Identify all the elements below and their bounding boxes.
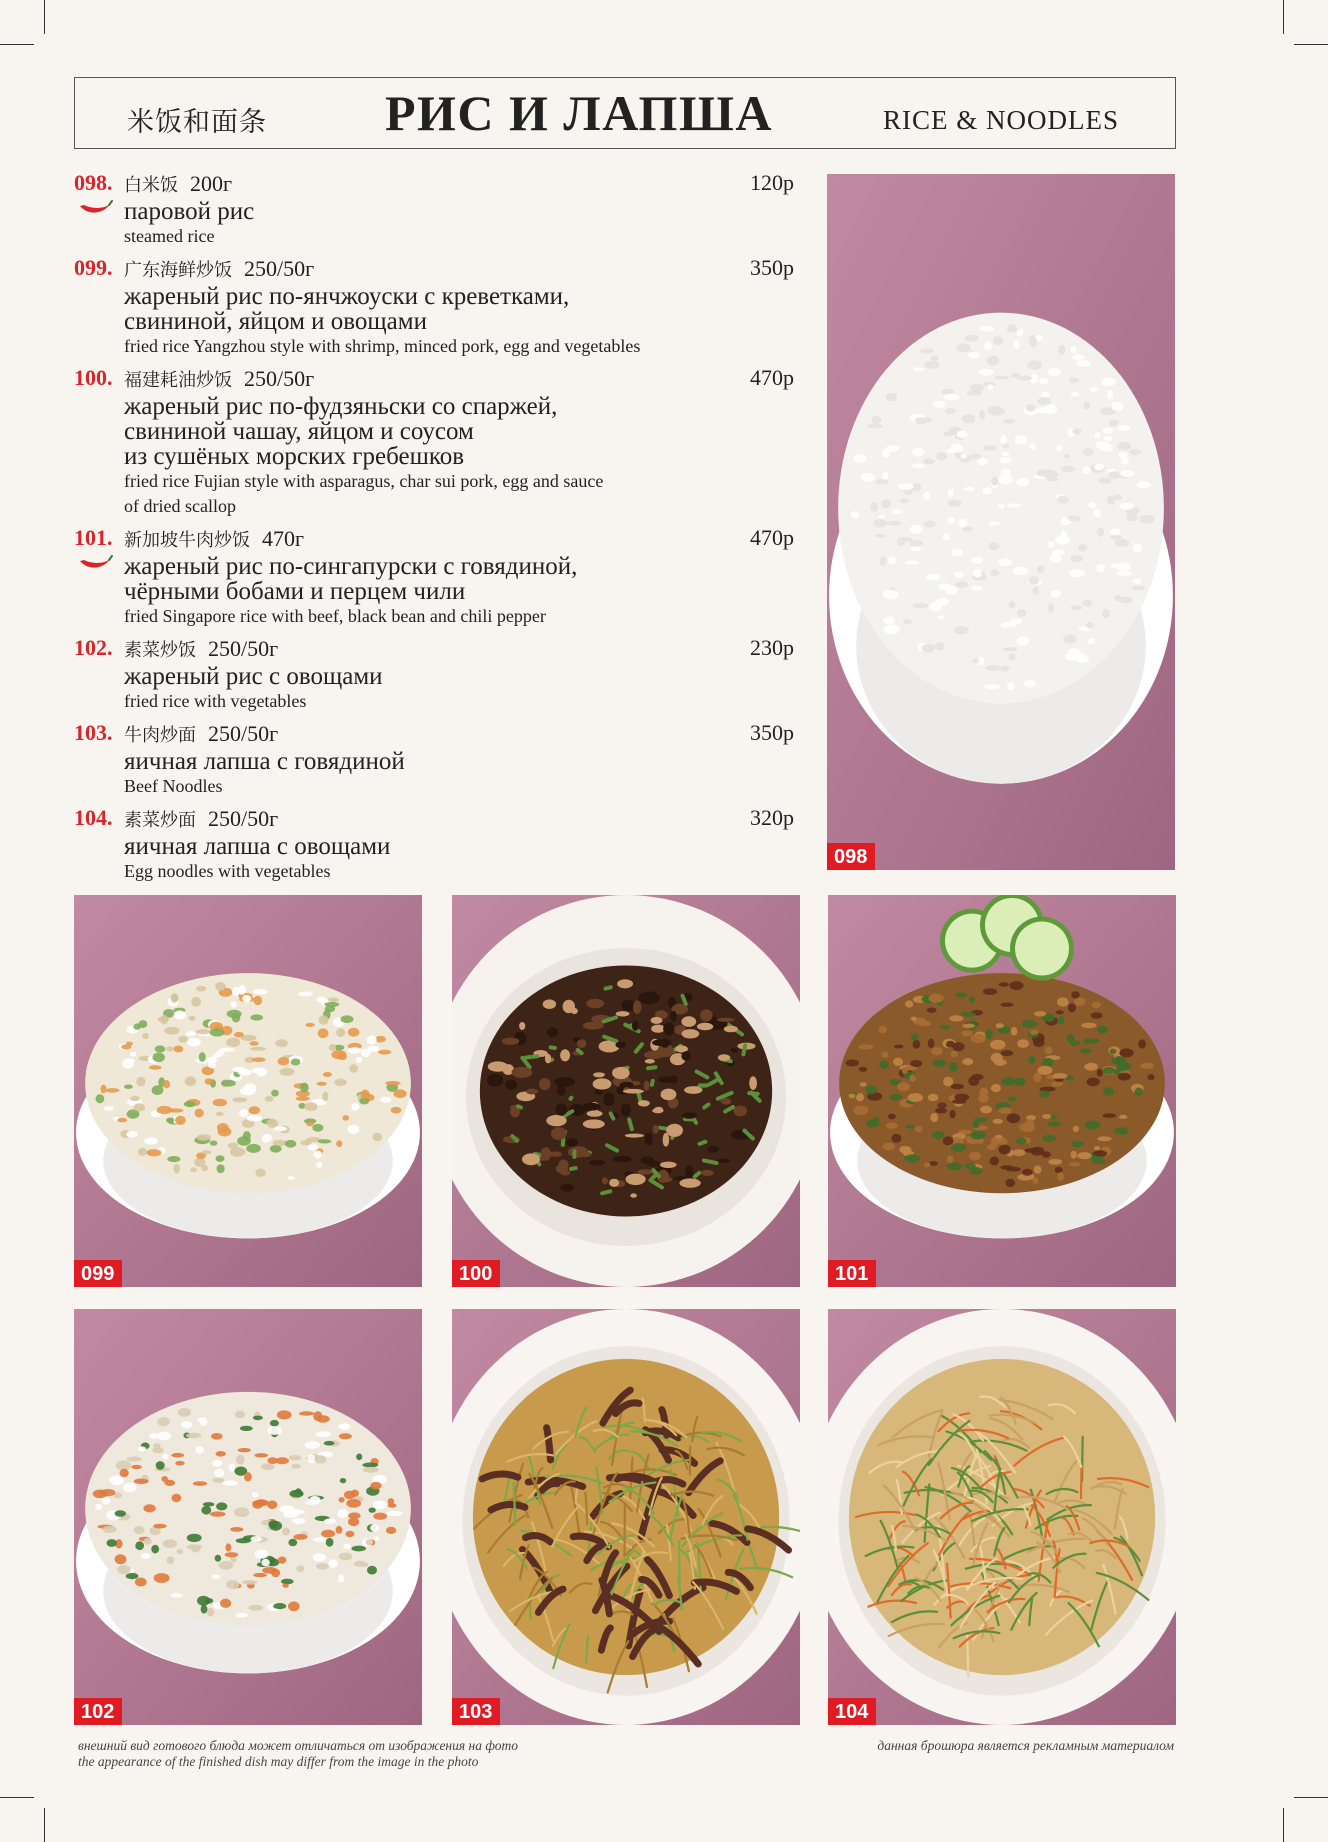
item-english-name: fried Singapore rice with beef, black bean and chili pepper	[124, 606, 546, 626]
item-price: 350р	[750, 720, 794, 745]
item-russian-name: яичная лапша с овощами	[124, 833, 391, 860]
photo-102	[74, 1309, 422, 1725]
item-price: 230р	[750, 635, 794, 660]
ad-note: данная брошюра является рекламным материалом	[877, 1738, 1174, 1753]
menu-item	[74, 170, 794, 249]
menu-list	[74, 170, 794, 890]
title-russian: РИС И ЛАПША	[385, 85, 773, 141]
crop-mark	[0, 44, 34, 45]
dish-illustration	[452, 1309, 800, 1725]
item-russian-name: жареный рис по-фудзяньски со спаржей,	[124, 393, 558, 420]
photo-number-tag: 104	[828, 1698, 876, 1725]
item-headline	[124, 720, 794, 749]
item-number: 101.	[74, 525, 113, 550]
dish-illustration	[74, 895, 422, 1287]
item-russian-name: свининой чашау, яйцом и соусом	[124, 418, 474, 445]
chili-pepper-icon	[78, 555, 114, 571]
item-weight: 200г	[190, 171, 233, 196]
photo-098	[827, 174, 1175, 870]
item-weight: 250/50г	[208, 806, 279, 831]
photo-number-tag: 103	[452, 1698, 500, 1725]
photo-100	[452, 895, 800, 1287]
page-header	[74, 77, 1176, 149]
crop-mark	[1283, 0, 1284, 34]
title-english: RICE & NOODLES	[883, 105, 1119, 135]
item-russian-name: яичная лапша с говядиной	[124, 748, 405, 775]
item-chinese-name: 福建耗油炒饭	[124, 370, 232, 391]
photo-number-tag: 100	[452, 1260, 500, 1287]
item-english-name: fried rice Yangzhou style with shrimp, minced pork, egg and vegetables	[124, 336, 641, 356]
item-english-name: Beef Noodles	[124, 776, 223, 796]
menu-item	[74, 720, 794, 799]
title-chinese: 米饭和面条	[127, 107, 267, 138]
footer-disclaimer	[78, 1738, 518, 1770]
photo-number-tag: 102	[74, 1698, 122, 1725]
menu-item	[74, 525, 794, 629]
item-english-name: steamed rice	[124, 226, 215, 246]
item-price: 350р	[750, 255, 794, 280]
disclaimer-russian: внешний вид готового блюда может отличаться от изображения на фото	[78, 1738, 519, 1753]
item-chinese-name: 广东海鲜炒饭	[124, 260, 232, 281]
item-russian-name: свининой, яйцом и овощами	[124, 308, 427, 335]
item-chinese-name: 白米饭	[124, 175, 178, 196]
item-number: 099.	[74, 255, 113, 280]
dish-illustration	[74, 1309, 422, 1725]
photo-number-tag: 099	[74, 1260, 122, 1287]
item-price: 470р	[750, 525, 794, 550]
menu-item	[74, 255, 794, 359]
item-weight: 250/50г	[208, 721, 279, 746]
item-headline	[124, 365, 794, 394]
item-number: 098.	[74, 170, 113, 195]
item-price: 470р	[750, 365, 794, 390]
item-weight: 470г	[262, 526, 305, 551]
photo-104	[828, 1309, 1176, 1725]
item-number: 100.	[74, 365, 113, 390]
item-russian-name: жареный рис по-сингапурски с говядиной,	[124, 553, 578, 580]
item-chinese-name: 素菜炒面	[124, 810, 196, 831]
item-chinese-name: 新加坡牛肉炒饭	[124, 530, 250, 551]
disclaimer-english: the appearance of the finished dish may differ from the image in the photo	[78, 1754, 479, 1769]
crop-mark	[1294, 1797, 1328, 1798]
item-chinese-name: 素菜炒饭	[124, 640, 196, 661]
item-headline	[124, 255, 794, 284]
item-number: 102.	[74, 635, 113, 660]
dish-illustration	[827, 174, 1175, 870]
item-weight: 250/50г	[208, 636, 279, 661]
crop-mark	[44, 0, 45, 34]
item-price: 320р	[750, 805, 794, 830]
item-russian-name: жареный рис с овощами	[124, 663, 383, 690]
crop-mark	[0, 1797, 34, 1798]
item-price: 120р	[750, 170, 794, 195]
photo-number-tag: 098	[827, 843, 875, 870]
item-english-name: fried rice Fujian style with asparagus, char sui pork, egg and sauce	[124, 471, 604, 491]
item-number: 103.	[74, 720, 113, 745]
item-english-name: of dried scallop	[124, 496, 236, 516]
item-headline	[124, 805, 794, 834]
photo-099	[74, 895, 422, 1287]
item-russian-name: из сушёных морских гребешков	[124, 443, 465, 470]
item-english-name: Egg noodles with vegetables	[124, 861, 331, 881]
chili-pepper-icon	[78, 200, 114, 216]
dish-illustration	[828, 895, 1176, 1287]
item-headline	[124, 635, 794, 664]
menu-item	[74, 365, 794, 519]
item-weight: 250/50г	[244, 256, 315, 281]
item-chinese-name: 牛肉炒面	[124, 725, 196, 746]
item-number: 104.	[74, 805, 113, 830]
dish-illustration	[452, 895, 800, 1287]
crop-mark	[1283, 1808, 1284, 1842]
item-english-name: fried rice with vegetables	[124, 691, 307, 711]
menu-item	[74, 635, 794, 714]
item-russian-name: жареный рис по-янчжоуски с креветками,	[124, 283, 570, 310]
menu-item	[74, 805, 794, 884]
dish-illustration	[828, 1309, 1176, 1725]
photo-103	[452, 1309, 800, 1725]
crop-mark	[1294, 44, 1328, 45]
photo-101	[828, 895, 1176, 1287]
crop-mark	[44, 1808, 45, 1842]
photo-number-tag: 101	[828, 1260, 876, 1287]
item-headline	[124, 525, 794, 554]
item-russian-name: паровой рис	[124, 198, 255, 225]
item-weight: 250/50г	[244, 366, 315, 391]
item-russian-name: чёрными бобами и перцем чили	[124, 578, 466, 605]
footer-ad-note	[877, 1738, 1174, 1754]
item-headline	[124, 170, 794, 199]
